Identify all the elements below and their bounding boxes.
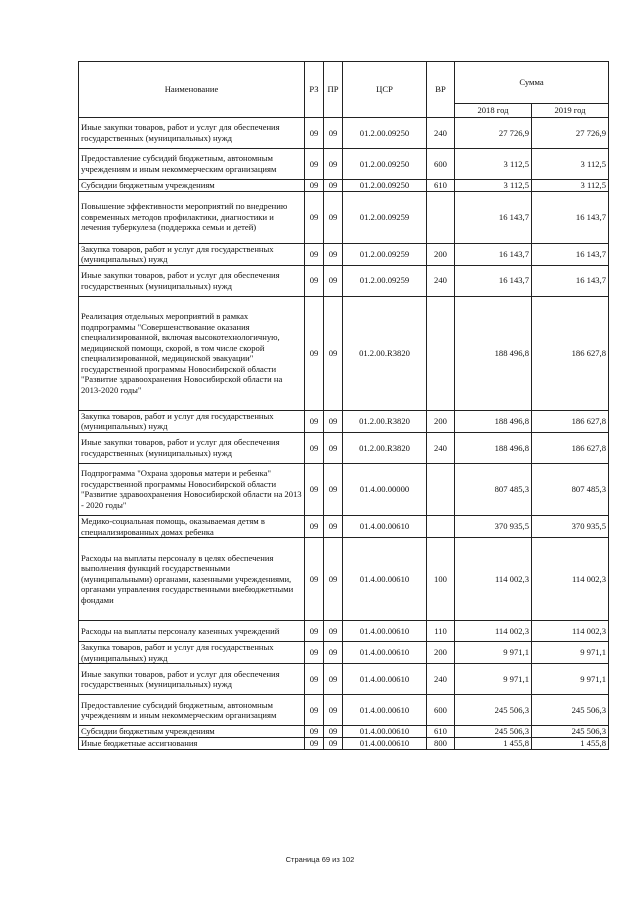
table-row	[79, 463, 609, 515]
table-row	[79, 664, 609, 695]
row-sum-2018: 16 143,7	[455, 265, 532, 296]
row-pr: 09	[324, 664, 343, 695]
row-sum-2019: 9 971,1	[532, 664, 609, 695]
budget-table	[78, 61, 609, 750]
row-sum-2019: 16 143,7	[532, 243, 609, 265]
row-vr: 110	[427, 621, 455, 642]
row-pr: 09	[324, 180, 343, 192]
row-sum-2019: 16 143,7	[532, 265, 609, 296]
row-sum-2019: 1 455,8	[532, 737, 609, 749]
row-csr: 01.2.00.R3820	[343, 432, 427, 463]
row-vr: 200	[427, 243, 455, 265]
row-name: Расходы на выплаты персоналу казенных учреждений	[79, 621, 305, 642]
row-sum-2019: 807 485,3	[532, 463, 609, 515]
header-name: Наименование	[79, 62, 305, 118]
row-sum-2018: 1 455,8	[455, 737, 532, 749]
row-csr: 01.4.00.00610	[343, 515, 427, 537]
row-sum-2019: 9 971,1	[532, 642, 609, 664]
row-sum-2019: 245 506,3	[532, 695, 609, 726]
header-year-2018: 2018 год	[455, 104, 532, 118]
table-row	[79, 642, 609, 664]
row-csr: 01.2.00.09259	[343, 265, 427, 296]
row-rz: 09	[305, 515, 324, 537]
row-pr: 09	[324, 432, 343, 463]
row-sum-2018: 188 496,8	[455, 296, 532, 410]
row-sum-2018: 114 002,3	[455, 621, 532, 642]
table-body	[79, 118, 609, 750]
row-rz: 09	[305, 149, 324, 180]
row-sum-2019: 186 627,8	[532, 410, 609, 432]
row-rz: 09	[305, 695, 324, 726]
row-vr: 240	[427, 118, 455, 149]
row-csr: 01.2.00.R3820	[343, 296, 427, 410]
row-sum-2019: 114 002,3	[532, 621, 609, 642]
row-sum-2018: 188 496,8	[455, 410, 532, 432]
table-row	[79, 191, 609, 243]
row-rz: 09	[305, 265, 324, 296]
table-row	[79, 726, 609, 738]
table-row	[79, 737, 609, 749]
row-sum-2018: 9 971,1	[455, 664, 532, 695]
row-name: Повышение эффективности мероприятий по внедрению современных методов профилактики, диагностики и лечения туберкулеза (поддержка семьи и детей)	[79, 191, 305, 243]
table-row	[79, 621, 609, 642]
row-vr: 200	[427, 410, 455, 432]
row-sum-2018: 3 112,5	[455, 180, 532, 192]
row-sum-2018: 188 496,8	[455, 432, 532, 463]
row-csr: 01.2.00.09250	[343, 118, 427, 149]
row-sum-2019: 16 143,7	[532, 191, 609, 243]
row-csr: 01.4.00.00610	[343, 737, 427, 749]
table-row	[79, 695, 609, 726]
row-name: Предоставление субсидий бюджетным, автономным учреждениям и иным некоммерческим организациям	[79, 149, 305, 180]
header-sum: Сумма	[455, 62, 609, 104]
row-name: Реализация отдельных мероприятий в рамках подпрограммы "Совершенствование оказания специализированной, включая высокотехнологичную, медицинской помощи, скорой, в том числе скорой специализированной, медицинской эвакуации" государственной программы Новосибирской области "Развитие здравоохранения Новосибирской области на 2013-2020 годы"	[79, 296, 305, 410]
row-sum-2018: 16 143,7	[455, 243, 532, 265]
row-rz: 09	[305, 410, 324, 432]
table-row	[79, 432, 609, 463]
row-vr: 610	[427, 726, 455, 738]
row-vr: 800	[427, 737, 455, 749]
row-sum-2019: 114 002,3	[532, 538, 609, 621]
row-sum-2018: 9 971,1	[455, 642, 532, 664]
row-sum-2018: 245 506,3	[455, 726, 532, 738]
row-sum-2019: 3 112,5	[532, 180, 609, 192]
row-pr: 09	[324, 243, 343, 265]
row-pr: 09	[324, 695, 343, 726]
row-name: Расходы на выплаты персоналу в целях обеспечения выполнения функций государственными (муниципальными) органами, казенными учреждениями, органами управления государственными внебюджетными фондами	[79, 538, 305, 621]
row-pr: 09	[324, 726, 343, 738]
row-name: Иные закупки товаров, работ и услуг для обеспечения государственных (муниципальных) нужд	[79, 432, 305, 463]
row-csr: 01.4.00.00610	[343, 695, 427, 726]
row-csr: 01.4.00.00000	[343, 463, 427, 515]
row-rz: 09	[305, 191, 324, 243]
row-name: Иные закупки товаров, работ и услуг для обеспечения государственных (муниципальных) нужд	[79, 664, 305, 695]
table-row	[79, 296, 609, 410]
row-pr: 09	[324, 463, 343, 515]
row-pr: 09	[324, 621, 343, 642]
row-pr: 09	[324, 515, 343, 537]
row-sum-2018: 16 143,7	[455, 191, 532, 243]
row-sum-2018: 807 485,3	[455, 463, 532, 515]
row-rz: 09	[305, 243, 324, 265]
row-pr: 09	[324, 265, 343, 296]
row-pr: 09	[324, 737, 343, 749]
row-name: Предоставление субсидий бюджетным, автономным учреждениям и иным некоммерческим организациям	[79, 695, 305, 726]
row-name: Медико-социальная помощь, оказываемая детям в специализированных домах ребенка	[79, 515, 305, 537]
row-sum-2018: 114 002,3	[455, 538, 532, 621]
row-name: Иные закупки товаров, работ и услуг для обеспечения государственных (муниципальных) нужд	[79, 118, 305, 149]
row-rz: 09	[305, 463, 324, 515]
row-rz: 09	[305, 538, 324, 621]
row-sum-2018: 27 726,9	[455, 118, 532, 149]
row-pr: 09	[324, 296, 343, 410]
row-csr: 01.4.00.00610	[343, 664, 427, 695]
row-csr: 01.4.00.00610	[343, 642, 427, 664]
row-sum-2019: 3 112,5	[532, 149, 609, 180]
row-vr: 600	[427, 695, 455, 726]
row-sum-2019: 245 506,3	[532, 726, 609, 738]
table-row	[79, 538, 609, 621]
row-csr: 01.2.00.09250	[343, 180, 427, 192]
row-vr: 600	[427, 149, 455, 180]
row-csr: 01.4.00.00610	[343, 621, 427, 642]
table-row	[79, 243, 609, 265]
row-sum-2019: 186 627,8	[532, 296, 609, 410]
row-pr: 09	[324, 118, 343, 149]
row-pr: 09	[324, 642, 343, 664]
header-year-2019: 2019 год	[532, 104, 609, 118]
table-row	[79, 265, 609, 296]
row-rz: 09	[305, 180, 324, 192]
row-vr	[427, 515, 455, 537]
row-sum-2018: 245 506,3	[455, 695, 532, 726]
row-csr: 01.2.00.09259	[343, 243, 427, 265]
table-row	[79, 515, 609, 537]
row-rz: 09	[305, 726, 324, 738]
header-rz: РЗ	[305, 62, 324, 118]
row-vr: 240	[427, 432, 455, 463]
row-csr: 01.2.00.09259	[343, 191, 427, 243]
row-rz: 09	[305, 621, 324, 642]
row-rz: 09	[305, 737, 324, 749]
row-vr: 200	[427, 642, 455, 664]
row-csr: 01.2.00.R3820	[343, 410, 427, 432]
row-name: Субсидии бюджетным учреждениям	[79, 180, 305, 192]
row-vr	[427, 296, 455, 410]
header-csr: ЦСР	[343, 62, 427, 118]
table-row	[79, 118, 609, 149]
row-rz: 09	[305, 118, 324, 149]
row-rz: 09	[305, 664, 324, 695]
page-footer: Страница 69 из 102	[285, 855, 355, 864]
row-csr: 01.4.00.00610	[343, 726, 427, 738]
row-name: Закупка товаров, работ и услуг для государственных (муниципальных) нужд	[79, 410, 305, 432]
row-pr: 09	[324, 191, 343, 243]
row-name: Субсидии бюджетным учреждениям	[79, 726, 305, 738]
row-name: Иные бюджетные ассигнования	[79, 737, 305, 749]
row-name: Закупка товаров, работ и услуг для государственных (муниципальных) нужд	[79, 243, 305, 265]
row-sum-2018: 3 112,5	[455, 149, 532, 180]
table-row	[79, 180, 609, 192]
header-pr: ПР	[324, 62, 343, 118]
row-rz: 09	[305, 642, 324, 664]
row-sum-2019: 27 726,9	[532, 118, 609, 149]
row-pr: 09	[324, 149, 343, 180]
row-pr: 09	[324, 410, 343, 432]
table-row	[79, 410, 609, 432]
row-vr	[427, 191, 455, 243]
row-sum-2019: 370 935,5	[532, 515, 609, 537]
row-name: Подпрограмма "Охрана здоровья матери и ребенка" государственной программы Новосибирской области "Развитие здравоохранения Новосибирской области на 2013 - 2020 годы"	[79, 463, 305, 515]
row-rz: 09	[305, 432, 324, 463]
row-vr: 240	[427, 265, 455, 296]
header-vr: ВР	[427, 62, 455, 118]
row-pr: 09	[324, 538, 343, 621]
row-vr: 610	[427, 180, 455, 192]
row-name: Иные закупки товаров, работ и услуг для обеспечения государственных (муниципальных) нужд	[79, 265, 305, 296]
row-name: Закупка товаров, работ и услуг для государственных (муниципальных) нужд	[79, 642, 305, 664]
row-vr	[427, 463, 455, 515]
table-row	[79, 149, 609, 180]
row-vr: 240	[427, 664, 455, 695]
row-sum-2018: 370 935,5	[455, 515, 532, 537]
row-sum-2019: 186 627,8	[532, 432, 609, 463]
row-csr: 01.2.00.09250	[343, 149, 427, 180]
row-vr: 100	[427, 538, 455, 621]
row-rz: 09	[305, 296, 324, 410]
row-csr: 01.4.00.00610	[343, 538, 427, 621]
